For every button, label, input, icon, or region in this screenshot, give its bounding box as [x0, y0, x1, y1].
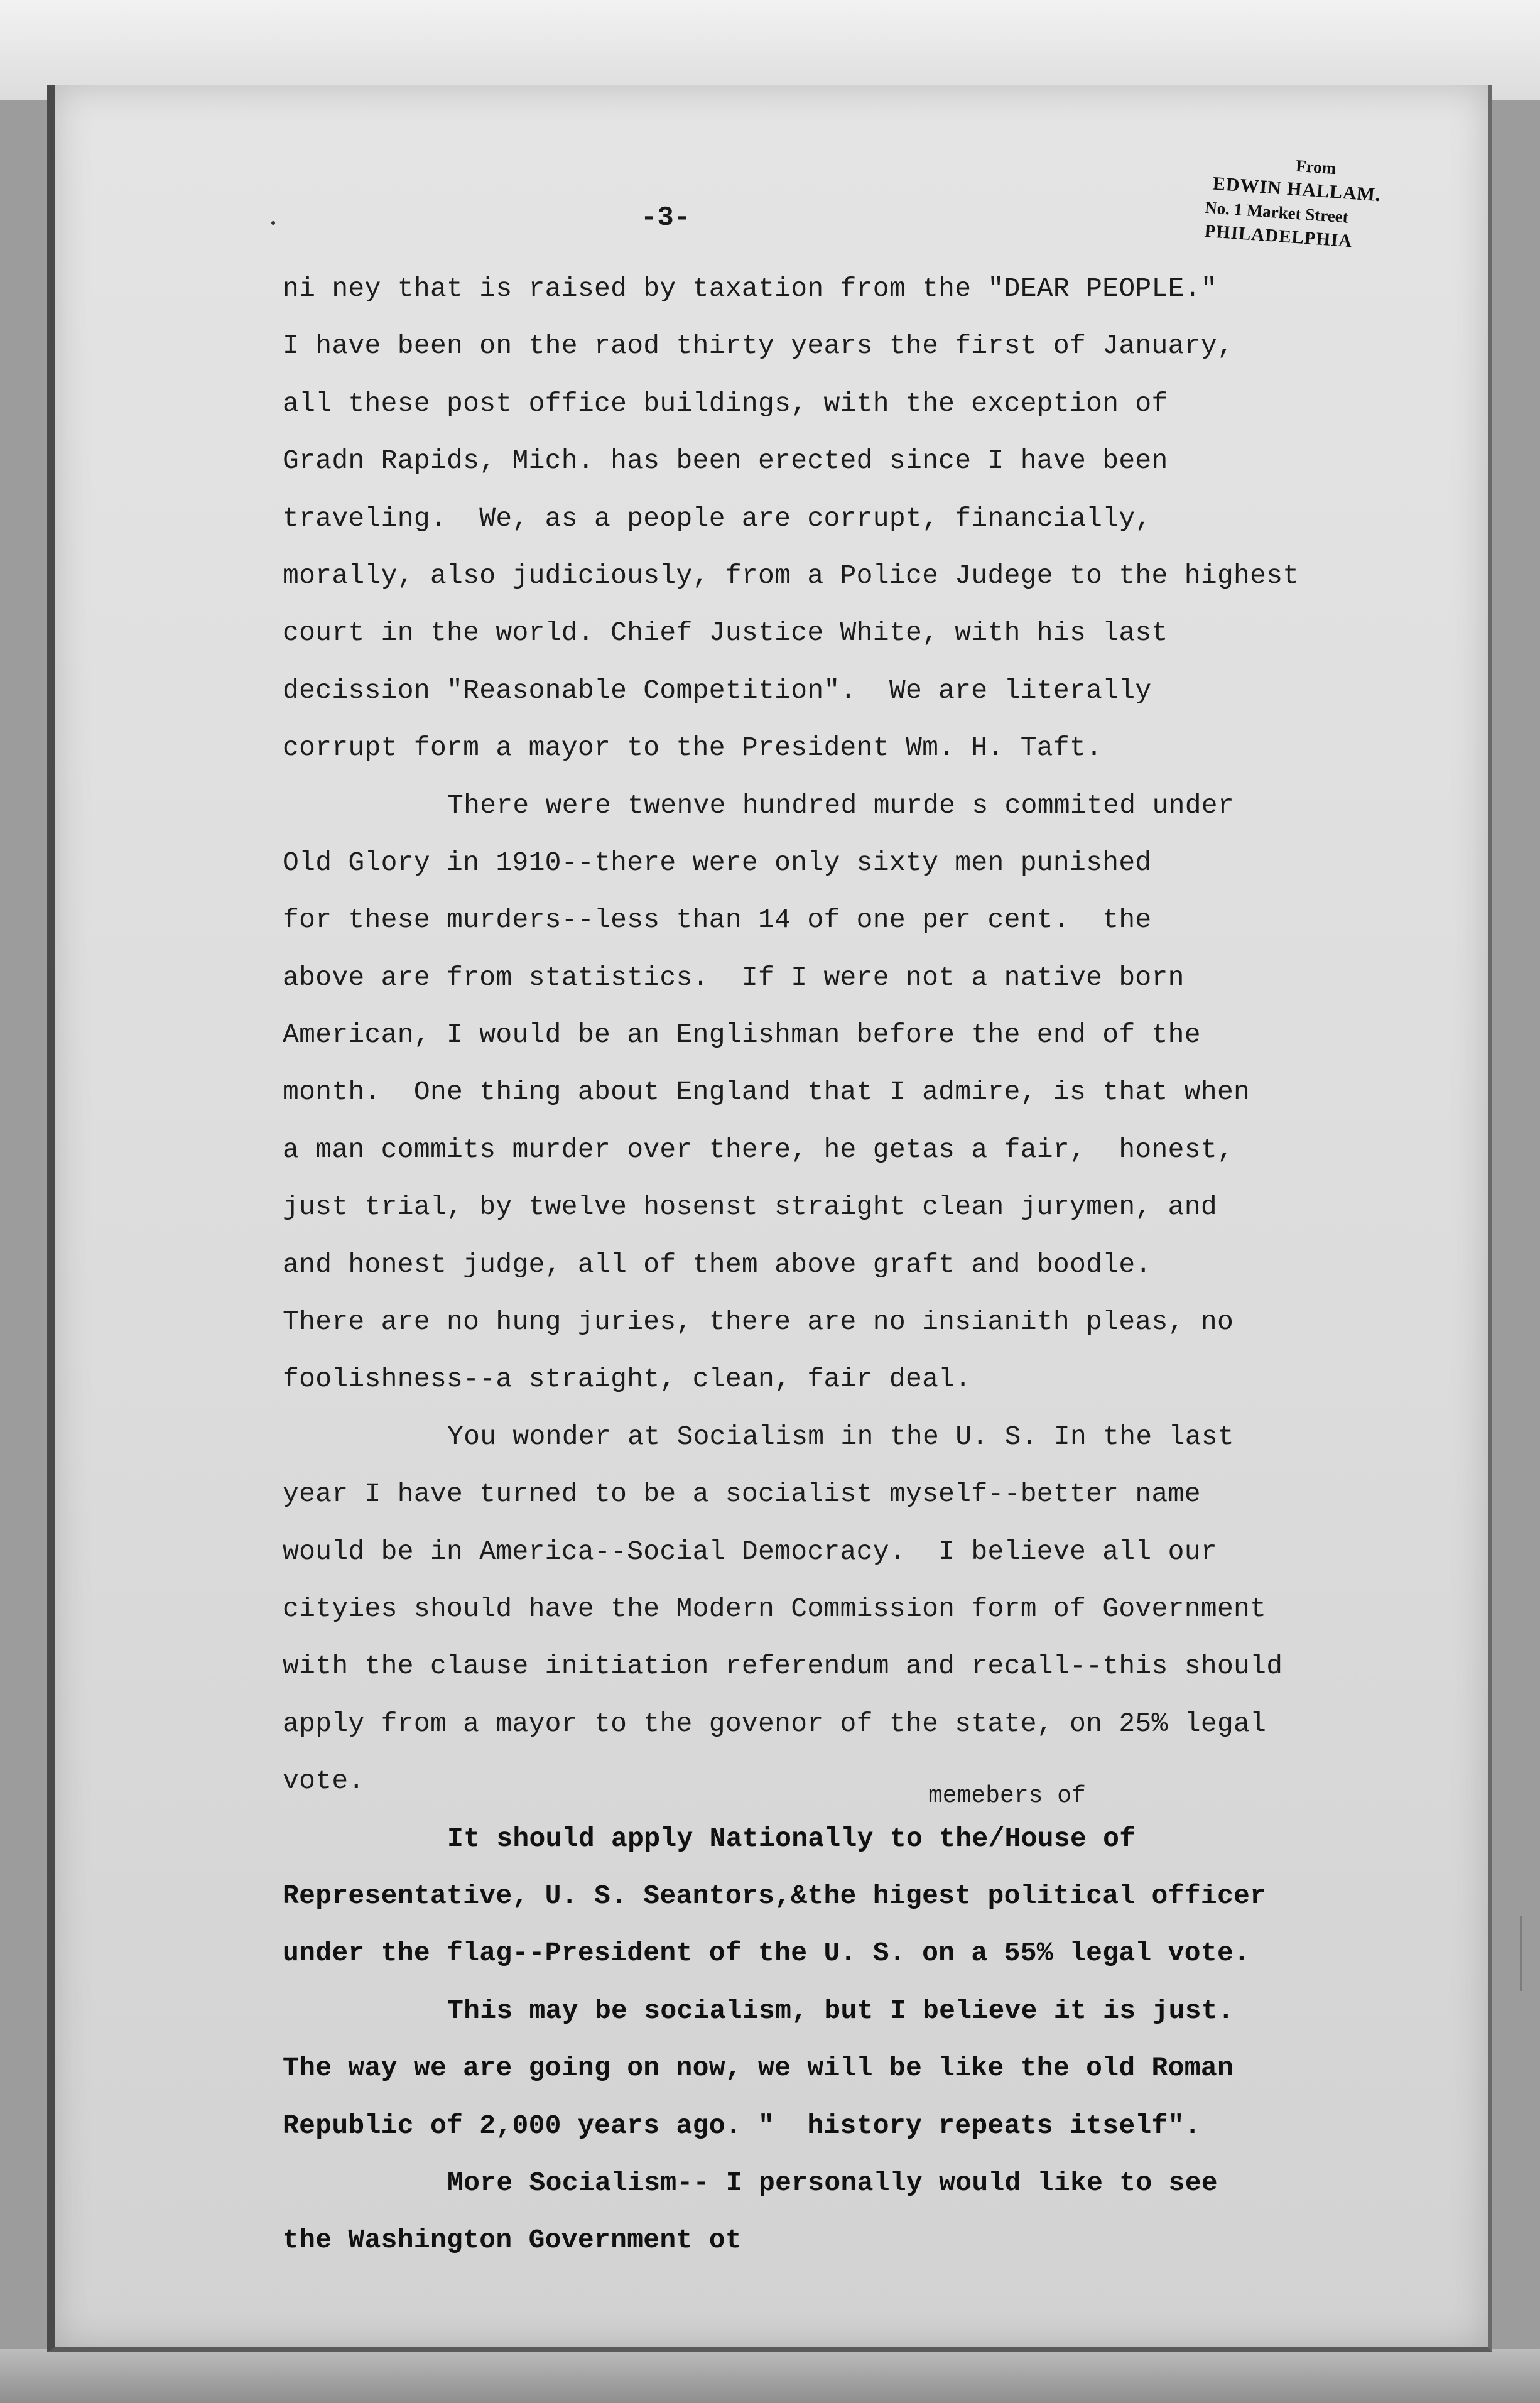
scan-backdrop-bottom — [0, 2349, 1540, 2403]
text-line: cityies should have the Modern Commission form of Government — [283, 1593, 1267, 1624]
letter-body — [283, 260, 1413, 2269]
text-line: Gradn Rapids, Mich. has been erected since I have been — [283, 445, 1168, 477]
text-line: would be in America--Social Democracy. I believe all our — [283, 1536, 1217, 1567]
text-line: just trial, by twelve hosenst straight clean jurymen, and — [283, 1191, 1217, 1223]
bleed-through-left — [0, 1878, 239, 1916]
text-line: Republic of 2,000 years ago. " history repeats itself". — [283, 2110, 1201, 2141]
text-line: morally, also judiciously, from a Police Judege to the highest — [283, 560, 1299, 591]
margin-dot — [271, 221, 275, 225]
text-line: under the flag--President of the U. S. on a 55% legal vote. — [283, 1938, 1250, 1969]
text-line: There are no hung juries, there are no insianith pleas, no — [283, 1306, 1234, 1338]
bleed-through-right — [1520, 1916, 1540, 1991]
text-line: American, I would be an Englishman before the end of the — [283, 1019, 1201, 1051]
text-line: decission "Reasonable Competition". We are literally — [283, 675, 1152, 706]
text-line: It should apply Nationally to the/House of — [447, 1823, 1136, 1854]
text-line: Old Glory in 1910--there were only sixty men punished — [283, 847, 1152, 878]
text-line: all these post office buildings, with the exception of — [283, 388, 1168, 419]
text-line: court in the world. Chief Justice White, with his last — [283, 617, 1168, 649]
text-line: There were twenve hundred murde s commited under — [447, 789, 1235, 821]
text-line: for these murders--less than 14 of one per cent. the — [283, 904, 1152, 936]
text-line: with the clause initiation referendum and recall--this should — [283, 1651, 1283, 1682]
text-line: vote. — [283, 1766, 365, 1797]
text-line: a man commits murder over there, he getas a fair, honest, — [283, 1134, 1234, 1165]
text-line: ni ney that is raised by taxation from the "DEAR PEOPLE." — [283, 273, 1217, 304]
stamp-address: No. 1 Market Street — [1204, 197, 1349, 227]
text-line: traveling. We, as a people are corrupt, financially, — [283, 502, 1152, 534]
text-line: You wonder at Socialism in the U. S. In the last — [447, 1421, 1235, 1452]
text-line: month. One thing about England that I admire, is that when — [283, 1077, 1250, 1108]
handwritten-insertion: memebers of — [928, 1782, 1086, 1809]
text-line: This may be socialism, but I believe it is just. — [447, 1995, 1235, 2026]
text-line: year I have turned to be a socialist myself--better name — [283, 1478, 1201, 1510]
text-line: and honest judge, all of them above graft and boodle. — [283, 1249, 1152, 1280]
text-line: Representative, U. S. Seantors,&the higest political officer — [283, 1880, 1267, 1911]
sender-stamp — [1202, 148, 1425, 258]
stamp-city: PHILADELPHIA — [1203, 220, 1353, 252]
text-line: above are from statistics. If I were not a native born — [283, 962, 1185, 993]
text-line: The way we are going on now, we will be like the old Roman — [283, 2053, 1234, 2084]
text-line: More Socialism-- I personally would like to see — [447, 2167, 1218, 2198]
text-line: the Washington Government ot — [283, 2225, 742, 2256]
text-line: foolishness--a straight, clean, fair deal. — [283, 1364, 972, 1395]
page-number: -3- — [641, 202, 691, 234]
stamp-name: EDWIN HALLAM. — [1212, 173, 1382, 206]
text-line: I have been on the raod thirty years the first of January, — [283, 330, 1234, 362]
stamp-from: From — [1295, 156, 1337, 178]
text-line: apply from a mayor to the govenor of the state, on 25% legal — [283, 1708, 1267, 1739]
text-line: corrupt form a mayor to the President Wm. H. Taft. — [283, 732, 1103, 764]
